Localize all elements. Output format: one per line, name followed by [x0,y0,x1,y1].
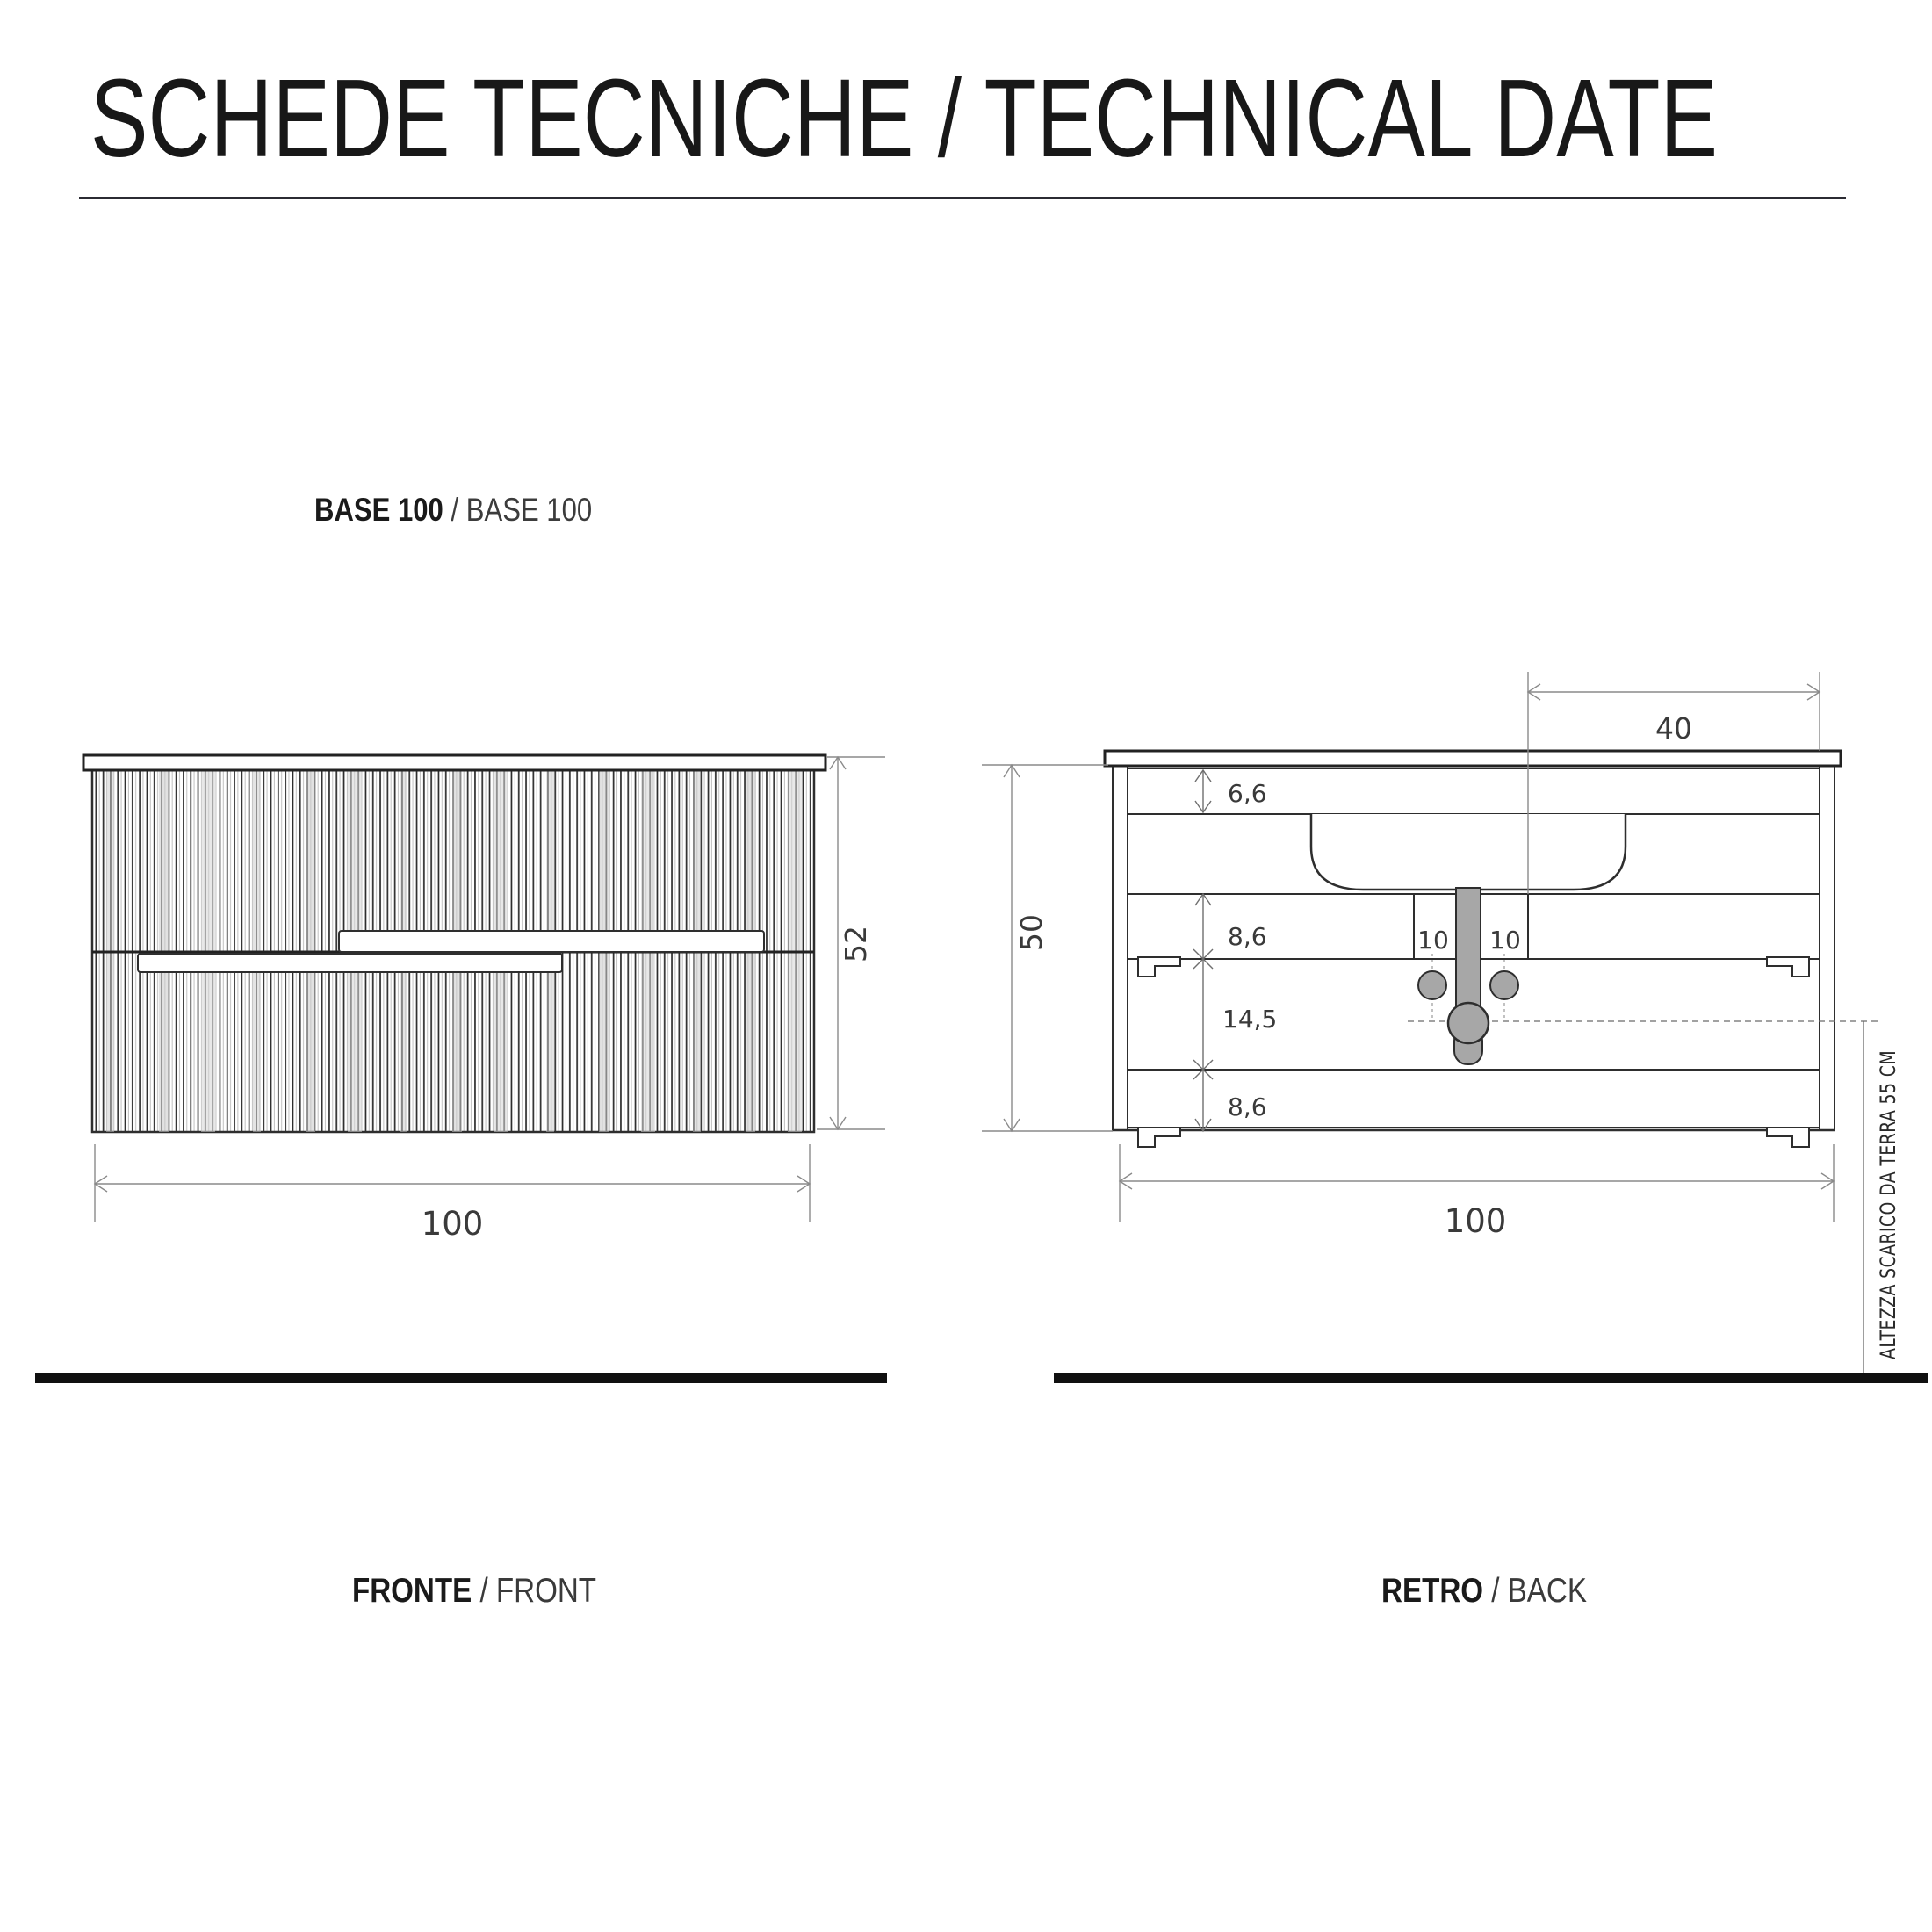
rail-mid-value: 8,6 [1228,922,1267,951]
back-width-value: 100 [1444,1202,1507,1240]
back-view-drawing [982,672,1900,1373]
front-view-drawing [83,755,885,1243]
back-countertop [1105,751,1841,766]
front-caption-english: FRONT [495,1572,597,1610]
ground-bar-left [35,1373,887,1383]
back-caption-space [1499,1572,1507,1610]
front-lower-handle-recess [138,954,562,972]
front-width-value: 100 [421,1205,484,1243]
water-inlet-right [1490,971,1518,999]
back-sink-bowl [1311,814,1626,890]
water-inlet-left [1418,971,1446,999]
rail-bottom-value: 8,6 [1228,1092,1267,1121]
page-title: SCHEDE TECNICHE / TECHNICAL DATE [90,56,1719,180]
front-view-caption: FRONTE / FRONT [351,1572,597,1610]
drain-pipe [1456,888,1481,1016]
front-height-value: 52 [839,926,873,962]
gap-mid-value: 14,5 [1222,1005,1278,1034]
back-height-value: 50 [1014,914,1049,951]
drain-height-note: ALTEZZA SCARICO DA TERRA 55 CM [1876,966,1900,1359]
back-view-caption: RETRO / BACK [1381,1572,1587,1610]
front-caption-italian: FRONTE [351,1572,472,1610]
front-upper-handle-recess [339,931,764,952]
section-label: BASE 100 / BASE 100 [314,492,593,528]
siphon-body [1448,1003,1489,1043]
back-left-side-panel [1113,766,1128,1130]
hole-left-value: 10 [1417,926,1449,955]
rail-top-value: 6,6 [1228,779,1267,808]
front-countertop [83,755,825,770]
front-caption-sep-space [472,1572,479,1610]
back-caption-english: BACK [1507,1572,1587,1610]
hole-right-value: 10 [1489,926,1521,955]
back-caption-italian: RETRO [1381,1572,1484,1610]
back-caption-sep-space [1483,1572,1491,1610]
back-right-side-panel [1820,766,1835,1130]
section-label-italian: BASE 100 [314,492,443,528]
section-label-english: BASE 100 [465,492,593,528]
ground-bar-right [1054,1373,1928,1383]
front-caption-space [488,1572,496,1610]
back-top-offset-value: 40 [1655,711,1692,746]
